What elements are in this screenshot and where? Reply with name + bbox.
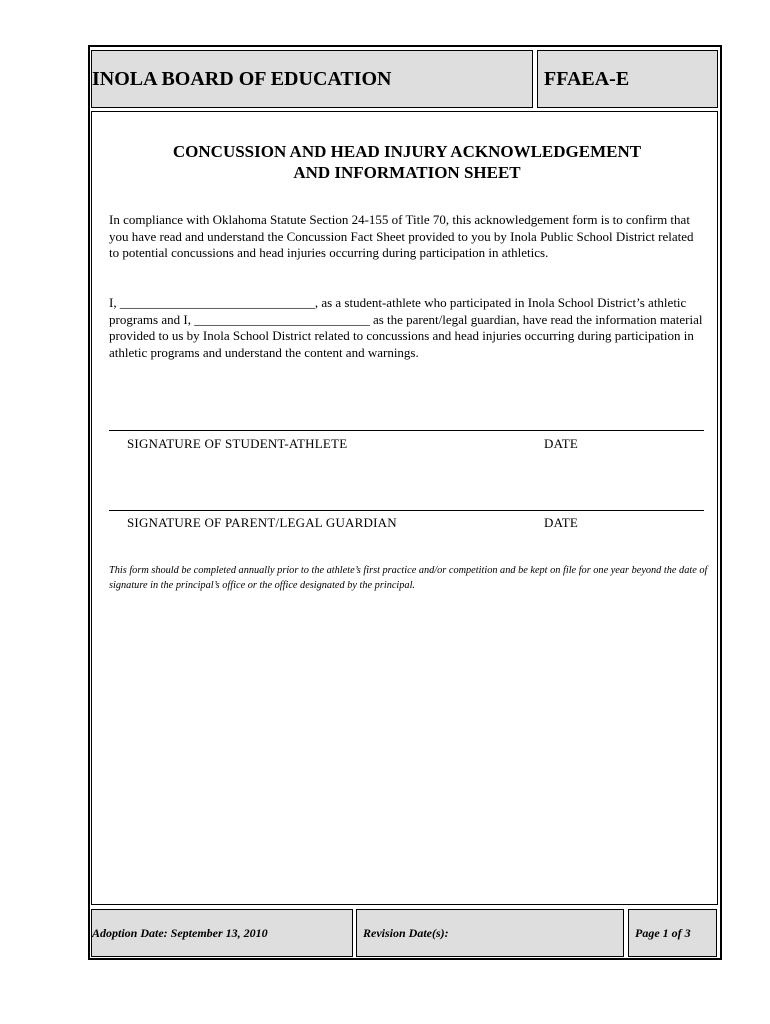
student-signature-label: SIGNATURE OF STUDENT-ATHLETE [127,436,348,451]
title-line-2: AND INFORMATION SHEET [293,163,521,182]
header-code-cell [537,50,718,108]
footer-page-cell [628,909,717,957]
page-number: Page 1 of 3 [635,925,691,940]
document-title [91,141,723,183]
acknowledgement-paragraph: I, ______________________________, as a student-athlete who participated in Inola School District’s athletic programs and I, ___________________________ as the parent/legal guardian, have read the information material provided to us by Inola School District related to concussions and head injuries occurring during participation in athletic programs and understand the content and warnings. [109,295,703,360]
retention-note: This form should be completed annually prior to the athlete’s first practice and/or competition and be kept on file for one year beyond the date of signature in the principal’s office or the office designated by the principal. [109,565,708,591]
compliance-paragraph: In compliance with Oklahoma Statute Section 24-155 of Title 70, this acknowledgement form is to confirm that you have read and understand the Concussion Fact Sheet provided to you by Inola Public School District related to potential concussions and head injuries occurring during participation in athletics. [109,212,694,260]
policy-code: FFAEA-E [544,67,630,90]
header-organization-cell [91,50,533,108]
guardian-date-label: DATE [544,515,579,530]
guardian-signature-label: SIGNATURE OF PARENT/LEGAL GUARDIAN [127,515,397,530]
adoption-date: Adoption Date: September 13, 2010 [92,925,268,940]
title-line-1: CONCUSSION AND HEAD INJURY ACKNOWLEDGEMENT [172,142,642,161]
guardian-signature-line[interactable] [109,510,704,511]
student-signature-line[interactable] [109,430,704,431]
footer-revision-cell [356,909,624,957]
organization-name: INOLA BOARD OF EDUCATION [92,67,392,90]
student-date-label: DATE [544,436,579,451]
revision-dates: Revision Date(s): [363,925,449,940]
footer-adoption-cell [91,909,353,957]
